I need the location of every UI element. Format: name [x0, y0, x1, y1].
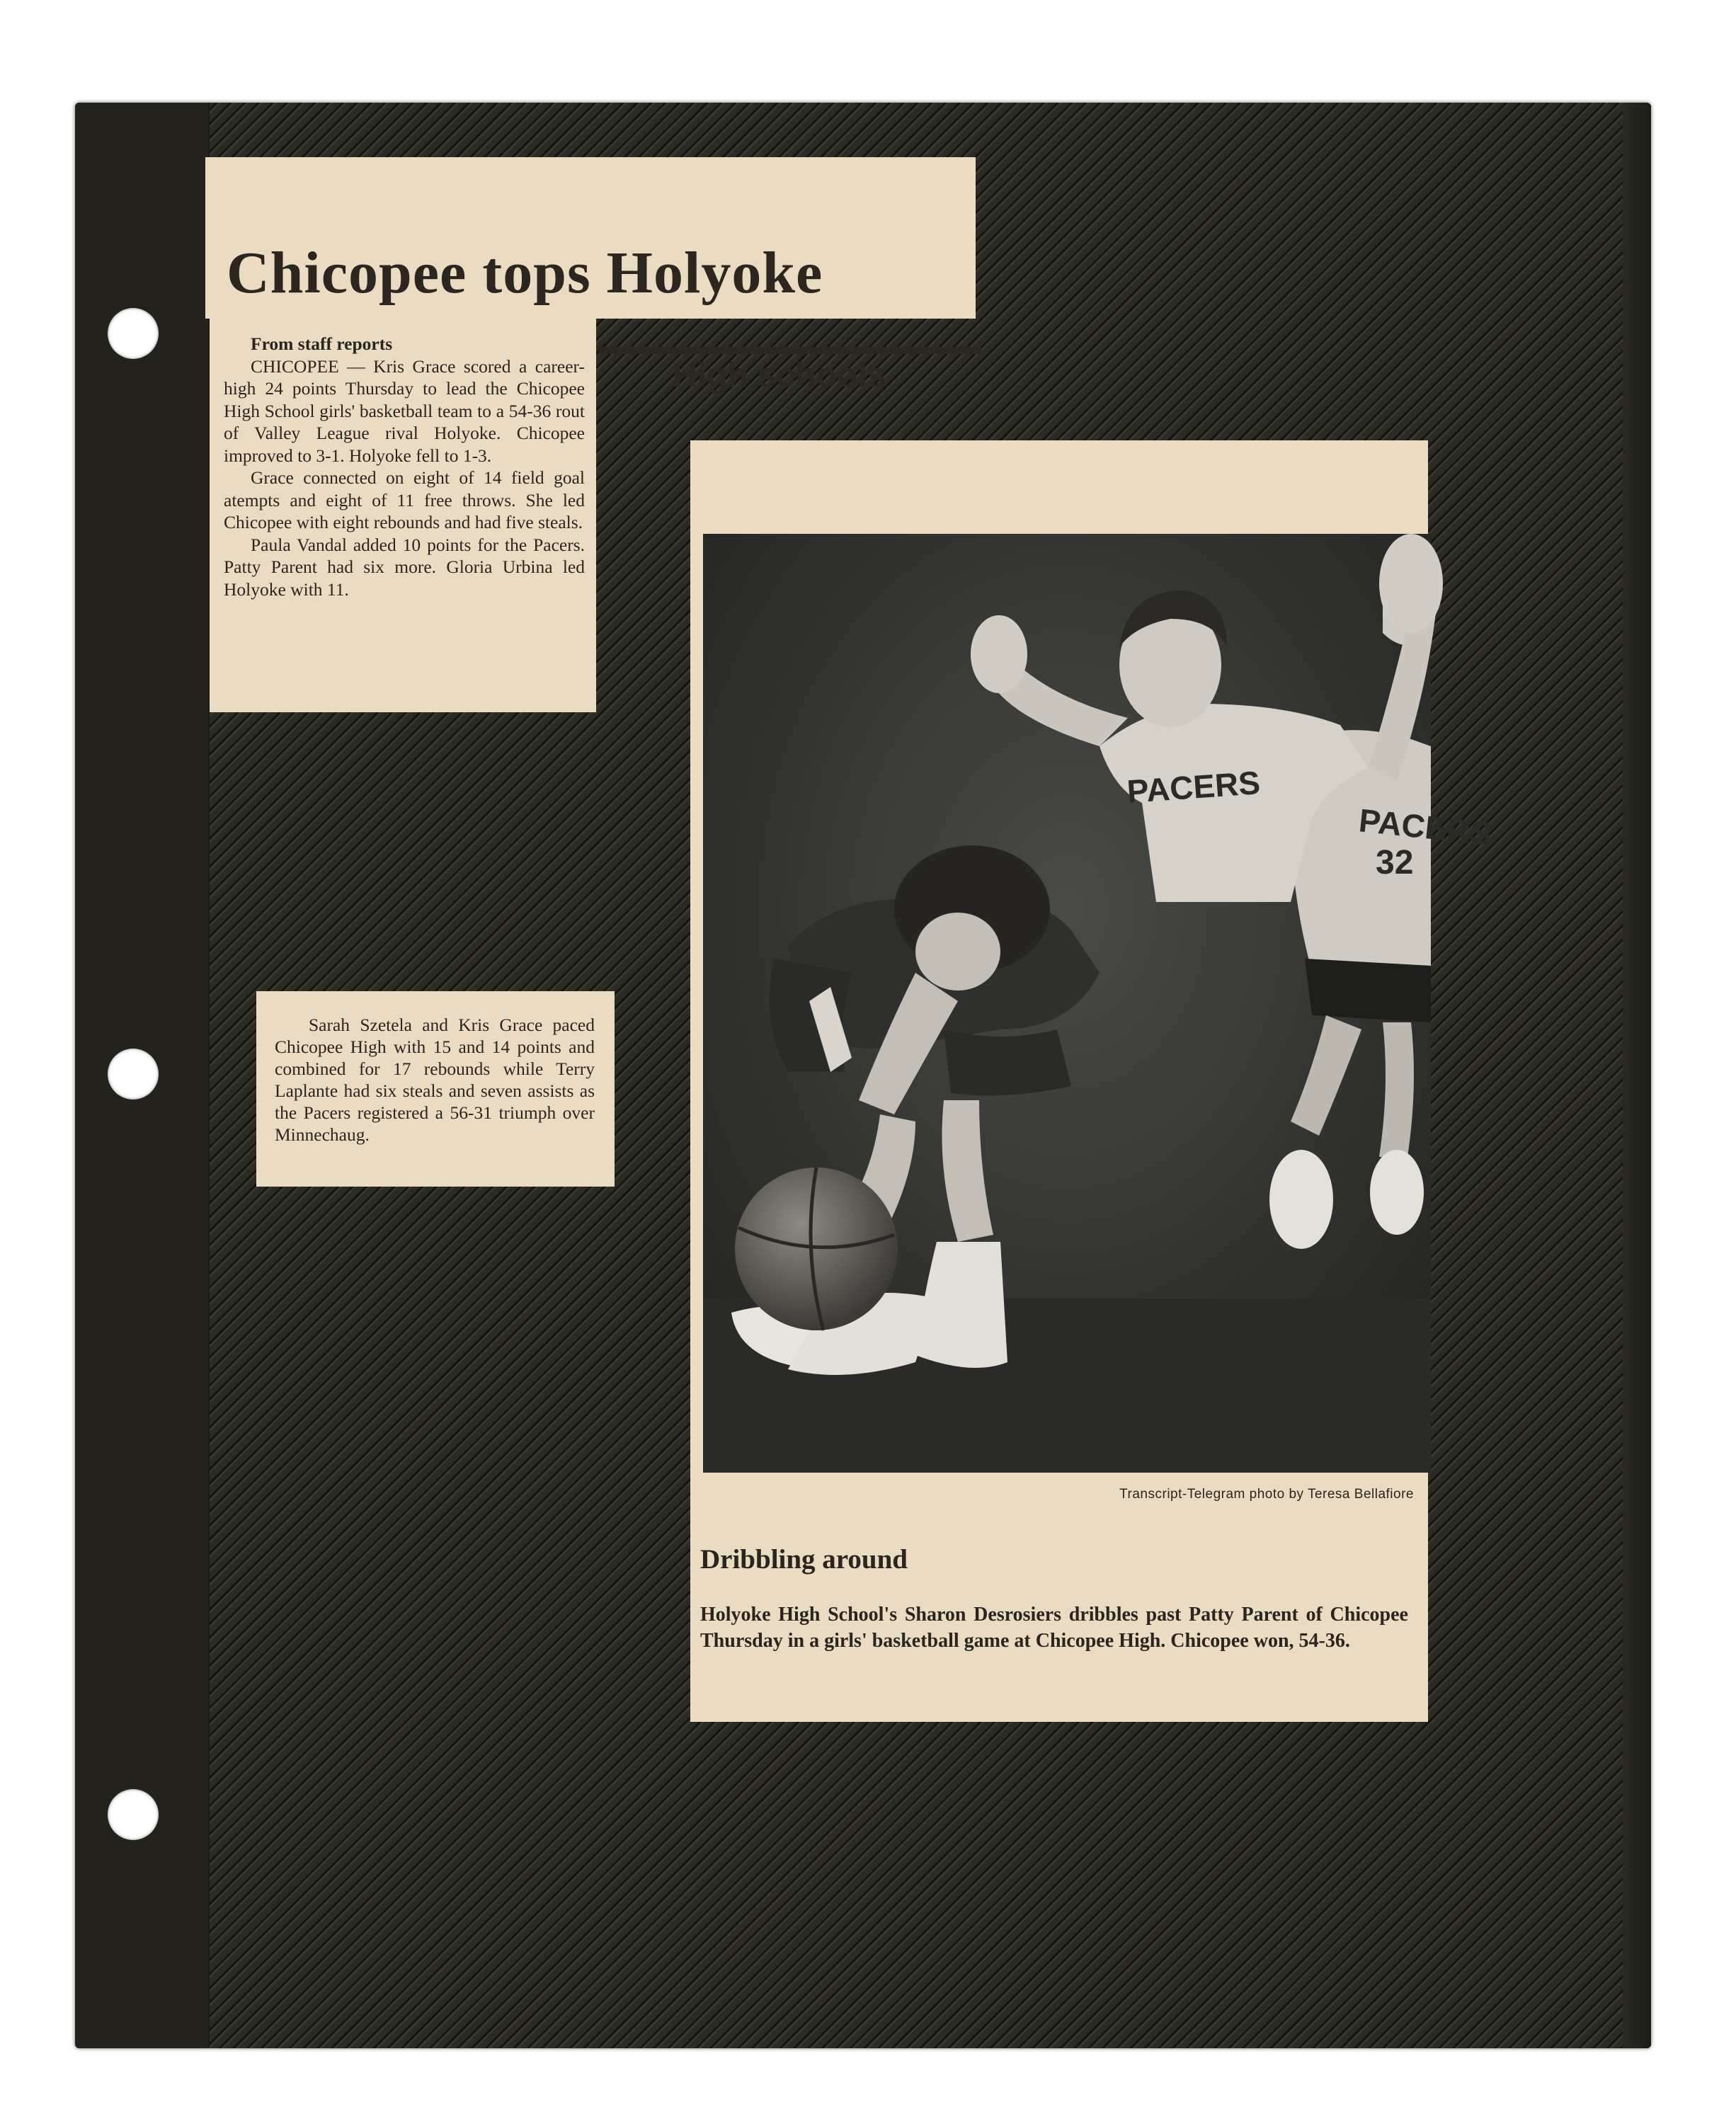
caption-title: Dribbling around: [700, 1544, 908, 1575]
article-clipping: [210, 319, 596, 712]
brief-clipping: [256, 991, 615, 1187]
brief-text: Sarah Szetela and Kris Grace paced Chicopee High with 15 and 14 points and combined for 17 rebounds while Terry Laplante had six steals and seven assists as the Pacers registered a 56-31 triumph over Minnechaug.: [275, 1015, 595, 1145]
headline: Chicopee tops Holyoke: [227, 240, 823, 306]
section-label: High schools: [673, 357, 886, 394]
jersey-number: 32: [1376, 844, 1414, 881]
article-paragraph: Grace connected on eight of 14 field goal atempts and eight of 11 free throws. She led Chicopee with eight rebounds and had five steals.: [224, 467, 585, 532]
jersey-lettering-right: PACERS: [1357, 801, 1494, 852]
section-rule: [599, 347, 981, 354]
photo-credit: Transcript-Telegram photo by Teresa Bellafiore: [1119, 1487, 1414, 1502]
basketball-photo: [703, 534, 1494, 1473]
photo-clipping: [690, 440, 1494, 1722]
byline: From staff reports: [251, 333, 393, 354]
article-paragraph: Paula Vandal added 10 points for the Pacers. Patty Parent had six more. Gloria Urbina led Holyoke with 11.: [224, 534, 585, 600]
binder-hole-top: [108, 308, 159, 359]
brief-body: [275, 1014, 595, 1146]
article-paragraph: CHICOPEE — Kris Grace scored a career-high 24 points Thursday to lead the Chicopee High School girls' basketball team to a 54-36 rout of Valley League rival Holyoke. Chicopee improved to 3-1. Holyoke fell to 1-3.: [224, 355, 585, 466]
jersey-lettering-middle: PACERS: [1126, 763, 1262, 810]
basketball-photo-image: [703, 534, 1494, 1473]
basketball: [735, 1167, 898, 1330]
caption-body: Holyoke High School's Sharon Desrosiers dribbles past Patty Parent of Chicopee Thursday in a girls' basketball game at Chicopee High. Chicopee won, 54-36.: [700, 1604, 1408, 1652]
binder-hole-middle: [108, 1049, 159, 1100]
article-body: [224, 333, 585, 600]
binder-hole-bottom: [108, 1789, 159, 1840]
page-edge: [1623, 103, 1651, 2048]
